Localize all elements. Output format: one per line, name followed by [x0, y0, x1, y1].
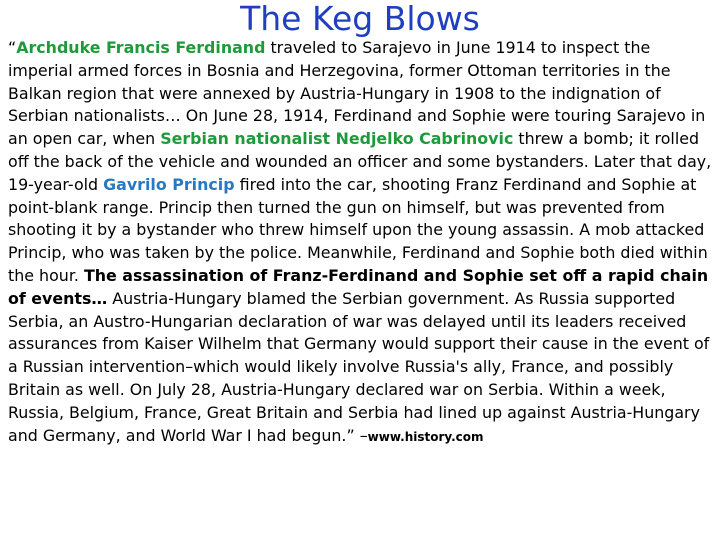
quote-text-2: threw a bomb; it rolled off the back of the vehicle and wounded an officer and some bystanders. Later that day, 19-year-old [8, 129, 712, 194]
quote-text-1: traveled to Sarajevo in June 1914 to inspect the imperial armed forces in Bosnia and Herzegovina, former Ottoman territories in the Balkan region that were annexed by Austria-Hungary in 1908 to the indignation of Serbian nationalists… On June 28, 1914, Ferdinand and Sophie were touring Sarajevo in an open car, when [8, 38, 706, 149]
source-citation: www.history.com [367, 429, 484, 444]
bold-chain-of-events: The assassination of Franz-Ferdinand and Sophie set off a rapid chain of events… [8, 265, 709, 308]
quote-text-4: Austria-Hungary blamed the Serbian government. As Russia supported Serbia, an Austro-Hungarian declaration of war was delayed until its leaders received assurances from Kaiser Wilhelm that Germany would support their cause in the event of a Russian intervention–which would likely involve Russia's ally, France, and possibly Britain as well. On July 28, Austria-Hungary declared war on Serbia. Within a week, Russia, Belgium, France, Great Britain and Serbia had lined up against Austria-Hungary and Germany, and World War I had begun. [8, 288, 710, 445]
quote-paragraph [8, 37, 714, 448]
open-quote: “ [8, 38, 17, 57]
highlight-archduke: Archduke Francis Ferdinand [16, 38, 266, 57]
slide-title: The Keg Blows [240, 0, 480, 38]
highlight-princip: Gavrilo Princip [103, 174, 235, 194]
highlight-cabrinovic: Serbian nationalist Nedjelko Cabrinovic [160, 129, 514, 149]
quote-text-3: fired into the car, shooting Franz Ferdinand and Sophie at point-blank range. Princip then turned the gun on himself, but was prevented from shooting it by a bystander who threw himself upon the young assassin. A mob attacked Princip, who was taken by the police. Meanwhile, Ferdinand and Sophie both died within the hour. [8, 174, 708, 285]
close-quote: ” – [346, 425, 368, 445]
